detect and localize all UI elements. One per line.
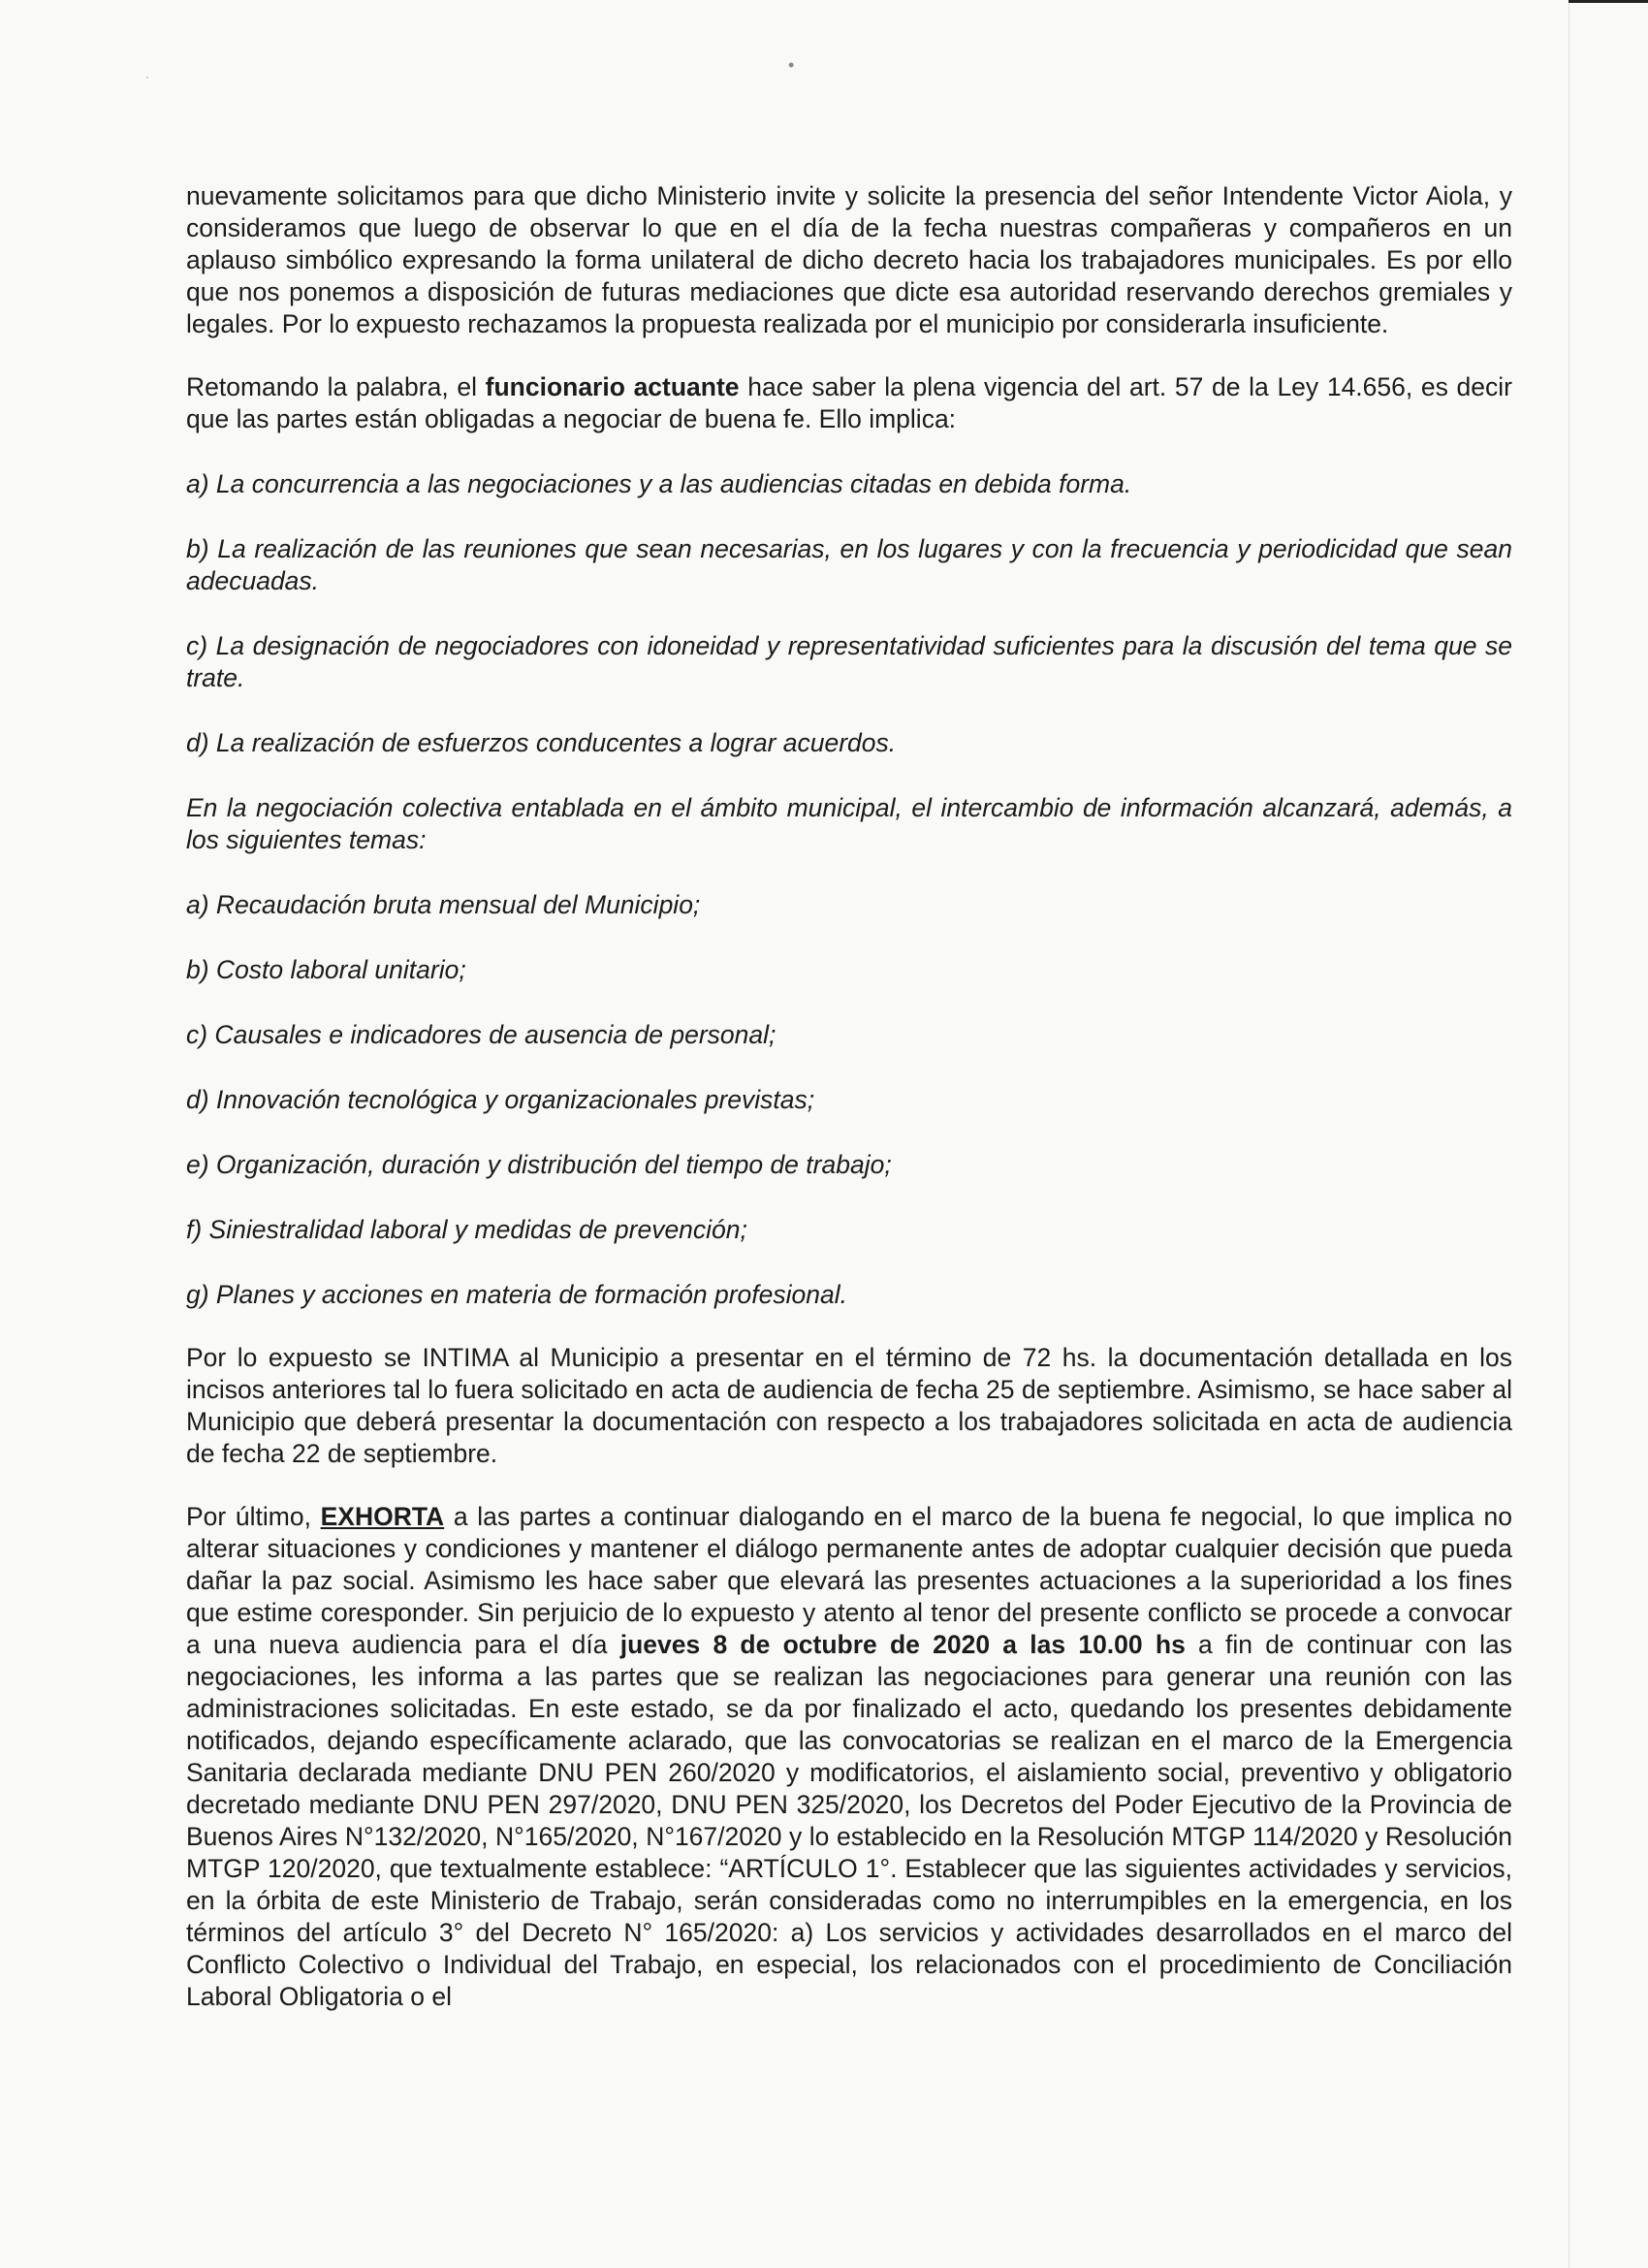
exhorta-paragraph: Por último, EXHORTA a las partes a continuar dialogando en el marco de la buena fe negocial, lo que implica no alterar situaciones y condiciones y mantener el diálogo permanente antes de adoptar cualquier decisión que pueda dañar la paz social. Asimismo les hace saber que elevará las presentes actuaciones a la superioridad a los fines que estime coresponder. Sin perjuicio de lo expuesto y atento al tenor del presente conflicto se procede a convocar a una nueva audiencia para el día jueves 8 de octubre de 2020 a las 10.00 hs a fin de continuar con las negociaciones, les informa a las partes que se realizan las negociaciones para generar una reunión con las administraciones solicitadas. En este estado, se da por finalizado el acto, quedando los presentes debidamente notificados, dejando específicamente aclarado, que las convocatorias se realizan en el marco de la Emergencia Sanitaria declarada mediante DNU PEN 260/2020 y modificatorios, el aislamiento social, preventivo y obligatorio decretado mediante DNU PEN 297/2020, DNU PEN 325/2020, los Decretos del Poder Ejecutivo de la Provincia de Buenos Aires N°132/2020, N°165/2020, N°167/2020 y lo establecido en la Resolución MTGP 114/2020 y Resolución MTGP 120/2020, que textualmente establece: “ARTÍCULO 1°. Establecer que las siguientes actividades y servicios, en la órbita de este Ministerio de Trabajo, serán consideradas como no interrumpibles en la emergencia, en los términos del artículo 3° del Decreto N° 165/2020: a) Los servicios y actividades desarrollados en el marco del Conflicto Colectivo o Individual del Trabajo, en especial, los relacionados con el procedimiento de Conciliación Laboral Obligatoria o el bbox=[186, 1502, 1513, 2011]
scan-speck: · bbox=[145, 70, 149, 83]
document-body bbox=[186, 180, 1512, 2013]
topic-item: a) Recaudación bruta mensual del Municipio; bbox=[186, 890, 701, 919]
intercambio-paragraph: En la negociación colectiva entablada en el ámbito municipal, el intercambio de información alcanzará, además, a los siguientes temas: bbox=[186, 793, 1512, 854]
exhorta-label: EXHORTA bbox=[320, 1502, 445, 1531]
topic-item: e) Organización, duración y distribución del tiempo de trabajo; bbox=[186, 1150, 892, 1179]
topic-item: f) Siniestralidad laboral y medidas de prevención; bbox=[186, 1215, 747, 1244]
obligation-item: b) La realización de las reuniones que sean necesarias, en los lugares y con la frecuencia y periodicidad que sean adecuadas. bbox=[186, 534, 1512, 595]
topic-item: b) Costo laboral unitario; bbox=[186, 955, 466, 984]
scan-corner-mark bbox=[1569, 0, 1648, 3]
obligation-item: c) La designación de negociadores con idoneidad y representatividad suficientes para la discusión del tema que se trate. bbox=[186, 631, 1512, 692]
topic-item: c) Causales e indicadores de ausencia de personal; bbox=[186, 1020, 776, 1049]
obligation-item: a) La concurrencia a las negociaciones y a las audiencias citadas en debida forma. bbox=[186, 469, 1132, 498]
intima-paragraph: Por lo expuesto se INTIMA al Municipio a presentar en el término de 72 hs. la documentación detallada en los incisos anteriores tal lo fuera solicitado en acta de audiencia de fecha 25 de septiembre. Asimismo, se hace saber al Municipio que deberá presentar la documentación con respecto a los trabajadores solicitada en acta de audiencia de fecha 22 de septiembre. bbox=[186, 1343, 1512, 1468]
retomando-paragraph: Retomando la palabra, el funcionario actuante hace saber la plena vigencia del art. 57 de la Ley 14.656, es decir que las partes están obligadas a negociar de buena fe. Ello implica: bbox=[186, 372, 1512, 433]
funcionario-actuante-label: funcionario actuante bbox=[485, 372, 740, 401]
obligation-item: d) La realización de esfuerzos conducentes a lograr acuerdos. bbox=[186, 728, 897, 757]
topic-item: g) Planes y acciones en materia de formación profesional. bbox=[186, 1280, 847, 1309]
scan-speck: • bbox=[788, 55, 795, 75]
topic-item: d) Innovación tecnológica y organizacionales previstas; bbox=[186, 1085, 815, 1114]
intro-paragraph: nuevamente solicitamos para que dicho Ministerio invite y solicite la presencia del señor Intendente Victor Aiola, y consideramos que luego de observar lo que en el día de la fecha nuestras compañeras y compañeros en un aplauso simbólico expresando la forma unilateral de dicho decreto hacia los trabajadores municipales. Es por ello que nos ponemos a disposición de futuras mediaciones que dicte esa autoridad reservando derechos gremiales y legales. Por lo expuesto rechazamos la propuesta realizada por el municipio por considerarla insuficiente. bbox=[186, 181, 1512, 338]
audiencia-date: jueves 8 de octubre de 2020 a las 10.00 hs bbox=[619, 1630, 1186, 1659]
